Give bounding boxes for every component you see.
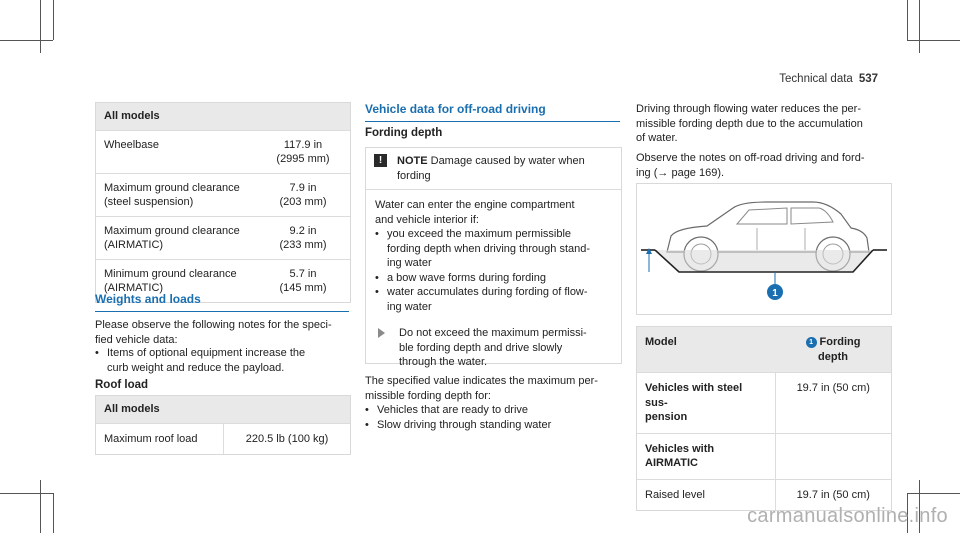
fording-depth-title: Fording depth	[365, 127, 443, 139]
crop-mark	[53, 493, 54, 533]
table-row	[96, 130, 350, 173]
table-row	[96, 216, 350, 259]
table-header: All models	[96, 396, 350, 423]
row-value: 19.7 in (50 cm)	[775, 479, 891, 510]
row-value	[775, 433, 891, 479]
list-item: • water accumulates during fording of flow- ing water	[375, 285, 612, 314]
crop-mark	[907, 0, 908, 40]
crop-mark	[40, 480, 41, 533]
table-row	[96, 423, 350, 454]
action-arrow-icon	[378, 328, 385, 338]
note-action	[375, 326, 612, 370]
flowing-water-text: Driving through flowing water reduces the per- missible fording depth due to the accumulation of water.	[636, 103, 863, 145]
table-row	[637, 373, 891, 434]
note-heading	[397, 154, 607, 183]
crop-mark	[919, 0, 920, 53]
list-item: • a bow wave forms during fording	[375, 271, 612, 286]
crop-mark	[0, 493, 53, 494]
roof-load-table	[95, 395, 351, 455]
weights-bullets	[95, 346, 349, 375]
crop-mark	[40, 0, 41, 53]
row-label: Maximum ground clearance (AIRMATIC)	[96, 216, 256, 259]
note-header	[366, 148, 621, 190]
offroad-section-title: Vehicle data for off-road driving	[365, 102, 620, 122]
row-value: 9.2 in (233 mm)	[256, 216, 350, 259]
note-label: NOTE	[397, 155, 428, 167]
crop-mark	[53, 0, 54, 40]
table-row	[96, 173, 350, 216]
table-row	[637, 433, 891, 479]
fording-depth-figure	[636, 183, 892, 315]
row-value: 19.7 in (50 cm)	[775, 373, 891, 434]
note-box	[365, 147, 622, 369]
table-header: All models	[96, 103, 350, 130]
roof-load-title: Roof load	[95, 379, 149, 391]
car-fording-illustration	[637, 184, 891, 314]
crop-mark	[907, 493, 960, 494]
note-action-text: Do not exceed the maximum permissi- ble fording depth and drive slowly through the water.	[399, 327, 587, 369]
list-item: • Items of optional equipment increase the curb weight and reduce the payload.	[95, 346, 349, 375]
row-value: 7.9 in (203 mm)	[256, 173, 350, 216]
watermark-text: carmanualsonline.info	[747, 504, 948, 527]
note-body-text: Water can enter the engine compartment and vehicle interior if:	[375, 199, 575, 226]
list-item: • Vehicles that are ready to drive	[365, 403, 620, 418]
page-header	[779, 72, 878, 87]
note-body	[366, 190, 621, 378]
fording-depth-table	[636, 326, 892, 511]
spec-bullets	[365, 403, 620, 432]
row-label: Raised level	[637, 479, 775, 510]
column-header-fording-depth	[775, 327, 891, 373]
list-item: • you exceed the maximum permissible fording depth when driving through stand- ing water	[375, 227, 612, 271]
weights-intro: Please observe the following notes for the speci- fied vehicle data:	[95, 319, 332, 346]
callout-badge: 1	[806, 337, 817, 348]
list-item: • Slow driving through standing water	[365, 418, 620, 433]
header-section: Technical data	[779, 73, 853, 85]
column-header-model: Model	[637, 327, 775, 373]
all-models-table	[95, 102, 351, 303]
exclamation-icon: !	[374, 154, 387, 167]
row-label: Wheelbase	[96, 130, 256, 173]
page-number: 537	[858, 73, 878, 85]
row-value: 220.5 lb (100 kg)	[224, 423, 351, 454]
row-value: 117.9 in (2995 mm)	[256, 130, 350, 173]
row-label: Vehicles with AIRMATIC	[637, 433, 775, 479]
note-bullets	[375, 227, 612, 314]
column-header-text: Fording depth	[818, 336, 861, 363]
callout-number: 1	[772, 288, 778, 299]
note-head-text: Damage caused by water when fording	[397, 155, 585, 182]
observe-notes-text: Observe the notes on off-road driving and ford- ing (→ page 169).	[636, 152, 865, 179]
row-label: Vehicles with steel sus- pension	[637, 373, 775, 434]
crop-mark	[0, 40, 53, 41]
spec-text: The specified value indicates the maximum per- missible fording depth for:	[365, 375, 598, 402]
row-label: Maximum roof load	[96, 423, 224, 454]
weights-section-title: Weights and loads	[95, 292, 349, 312]
row-value: 5.7 in (145 mm)	[256, 259, 350, 302]
row-label: Maximum ground clearance (steel suspension)	[96, 173, 256, 216]
row-label: Minimum ground clearance (AIRMATIC)	[96, 259, 256, 302]
crop-mark	[907, 40, 960, 41]
